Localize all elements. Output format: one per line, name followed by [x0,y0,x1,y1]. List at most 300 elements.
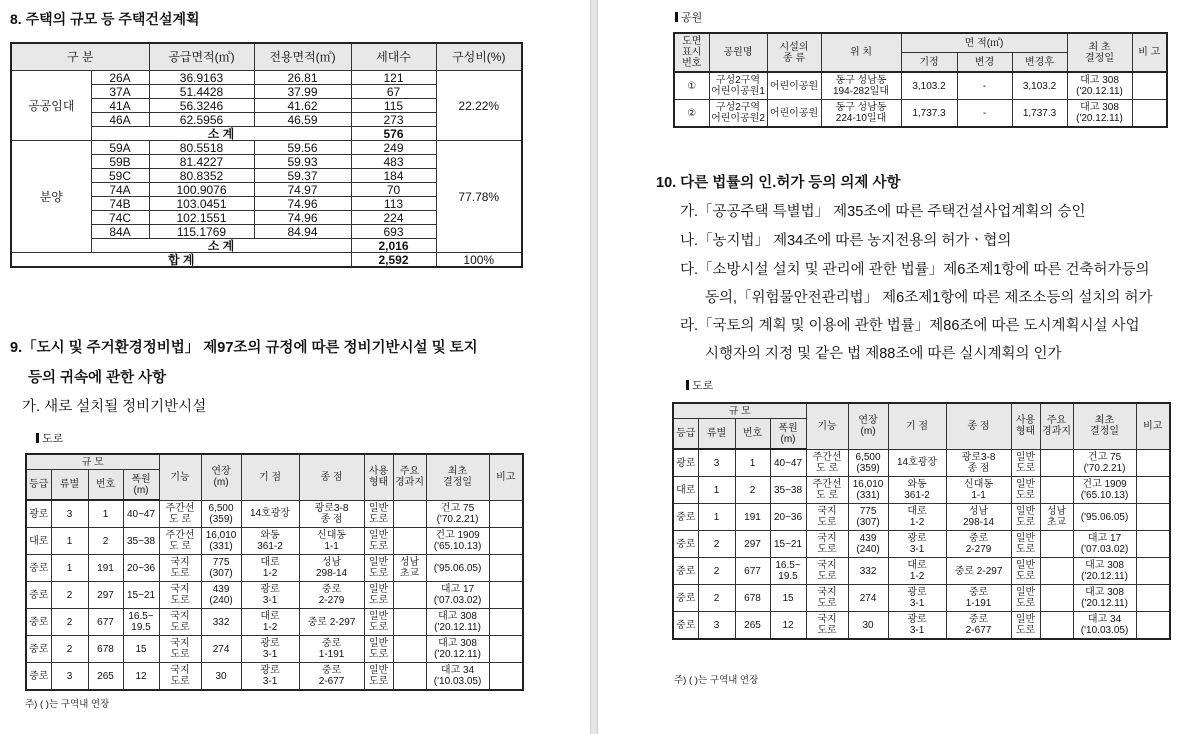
exclusive-area: 26.81 [254,71,351,85]
cell-width: 35~38 [770,477,806,504]
left-page [0,0,590,734]
cell-grade: 중로 [673,585,698,612]
table-row [673,585,1170,612]
road-note-left: 주) ( )는 구역내 연장 [25,699,110,710]
cell-end-point: 신대동 1-1 [299,528,364,555]
table-row [26,663,523,691]
cell-via [393,609,426,636]
table-row [674,72,1167,100]
cell-number: 191 [88,555,123,582]
park-cell-change: - [957,100,1012,128]
header-row [673,403,1170,419]
cell-class: 1 [51,555,88,582]
cell-width: 16.5~ 19.5 [770,558,806,585]
cell-width: 15~21 [770,531,806,558]
road-table-right [672,402,1171,640]
table-row [673,558,1170,585]
subtotal-label: 소 계 [91,127,351,141]
table-row [673,449,1170,477]
header-class: 류별 [51,470,88,501]
cell-number: 677 [735,558,770,585]
unit-type: 37A [91,85,149,99]
table-row [11,71,522,85]
exclusive-area: 84.94 [254,225,351,239]
cell-usage: 일반 도로 [364,500,393,528]
unit-type: 59A [91,141,149,155]
households: 113 [351,197,436,211]
page-gap [590,0,598,734]
header-class: 류별 [698,419,735,450]
subtotal-value: 2,016 [351,239,436,253]
group-name: 공공임대 [11,71,91,141]
table-row [673,531,1170,558]
unit-type: 74C [91,211,149,225]
section-9-title-line1: 9.「도시 및 주거환경정비법」 제97조의 규정에 따른 정비기반시설 및 토지 [10,340,478,356]
header-width: 폭원 (m) [123,470,159,501]
park-header-date: 최 초 결정일 [1067,33,1132,72]
cell-via: 성남 초교 [1040,504,1073,531]
right-page [598,0,1190,734]
cell-via [1040,531,1073,558]
cell-class: 3 [698,449,735,477]
cell-usage: 일반 도로 [364,636,393,663]
cell-decision-date: 건고 1909 ('65.10.13) [426,528,489,555]
supply-area: 80.5518 [149,141,254,155]
cell-remarks [1136,612,1170,640]
cell-length: 332 [201,609,241,636]
cell-number: 678 [88,636,123,663]
cell-start-point: 대로 1-2 [241,609,299,636]
cell-number: 191 [735,504,770,531]
supply-area: 102.1551 [149,211,254,225]
cell-end-point: 중로 2-279 [946,531,1011,558]
total-ratio: 100% [436,253,522,268]
table-row [26,582,523,609]
cell-length: 30 [848,612,888,640]
cell-via [1040,449,1073,477]
cell-class: 1 [51,528,88,555]
total-label: 합 계 [11,253,351,268]
cell-length: 274 [848,585,888,612]
header-category: 구 분 [11,43,149,71]
exclusive-area: 41.62 [254,99,351,113]
cell-number: 265 [735,612,770,640]
cell-number: 265 [88,663,123,691]
section-10-item: 가.「공공주택 특별법」 제35조에 따른 주택건설사업계획의 승인 [680,204,1086,220]
header-row [26,454,523,470]
cell-end-point: 중로 2-677 [946,612,1011,640]
cell-usage: 일반 도로 [1011,558,1040,585]
cell-remarks [489,500,523,528]
cell-start-point: 와동 361-2 [888,477,946,504]
households: 249 [351,141,436,155]
cell-width: 20~36 [770,504,806,531]
cell-grade: 중로 [26,663,51,691]
cell-function: 국지 도로 [159,663,201,691]
park-cell-no: ② [674,100,709,128]
cell-number: 1 [735,449,770,477]
cell-grade: 중로 [673,612,698,640]
header-end-point: 종 점 [299,454,364,500]
park-cell-location: 동구 성남동 194-282일대 [821,72,901,100]
cell-width: 15 [123,636,159,663]
park-header-after: 변경후 [1012,53,1067,73]
cell-function: 주간선 도 로 [159,528,201,555]
supply-area: 80.8352 [149,169,254,183]
cell-via: 성남 초교 [393,555,426,582]
bullet-icon [686,380,689,390]
cell-number: 297 [735,531,770,558]
header-remarks: 비고 [1136,403,1170,449]
cell-start-point: 14호광장 [241,500,299,528]
header-remarks: 비고 [489,454,523,500]
cell-width: 20~36 [123,555,159,582]
exclusive-area: 74.96 [254,197,351,211]
supply-area: 56.3246 [149,99,254,113]
cell-number: 1 [88,500,123,528]
park-table [673,32,1168,128]
cell-via [1040,477,1073,504]
header-ratio: 구성비(%) [436,43,522,71]
park-cell-after: 3,103.2 [1012,72,1067,100]
section-10-item: 다.「소방시설 설치 및 관리에 관한 법률」제6조제1항에 따른 건축허가등의 [680,262,1150,278]
table-row [26,636,523,663]
cell-remarks [1136,531,1170,558]
park-cell-existing: 3,103.2 [901,72,957,100]
cell-class: 1 [698,477,735,504]
cell-decision-date: 대고 308 ('20.12.11) [426,636,489,663]
households: 70 [351,183,436,197]
cell-remarks [489,528,523,555]
cell-decision-date: 대고 308 ('20.12.11) [1073,558,1136,585]
households: 693 [351,225,436,239]
cell-length: 274 [201,636,241,663]
cell-length: 30 [201,663,241,691]
exclusive-area: 46.59 [254,113,351,127]
supply-area: 51.4428 [149,85,254,99]
cell-end-point: 성남 298-14 [299,555,364,582]
households: 67 [351,85,436,99]
bullet-icon [675,12,678,22]
park-cell-remarks [1132,100,1167,128]
road-label [36,430,63,446]
cell-via [1040,612,1073,640]
cell-via [393,663,426,691]
road-label [686,377,713,393]
cell-width: 16.5~ 19.5 [123,609,159,636]
cell-via [1040,585,1073,612]
cell-end-point: 중로 2-297 [946,558,1011,585]
total-value: 2,592 [351,253,436,268]
households: 121 [351,71,436,85]
header-exclusive-area: 전용면적(㎡) [254,43,351,71]
cell-length: 6,500 (359) [201,500,241,528]
unit-type: 41A [91,99,149,113]
households: 184 [351,169,436,183]
cell-start-point: 광로 3-1 [241,636,299,663]
cell-remarks [489,582,523,609]
cell-usage: 일반 도로 [1011,531,1040,558]
cell-decision-date: 대고 308 ('20.12.11) [426,609,489,636]
park-cell-kind: 어린이공원 [767,100,821,128]
bullet-icon [36,433,39,443]
cell-usage: 일반 도로 [1011,612,1040,640]
group-name: 분양 [11,141,91,253]
unit-type: 59B [91,155,149,169]
cell-decision-date: ('95.06.05) [426,555,489,582]
cell-decision-date: 대고 308 ('20.12.11) [1073,585,1136,612]
cell-number: 678 [735,585,770,612]
subtotal-value: 576 [351,127,436,141]
group-ratio: 22.22% [436,71,522,141]
cell-number: 297 [88,582,123,609]
section-10-item-cont: 동의,「위험물안전관리법」 제6조제1항에 따른 제조소등의 설치의 허가 [705,290,1153,306]
cell-class: 3 [51,663,88,691]
cell-usage: 일반 도로 [1011,585,1040,612]
section-10-item: 라.「국토의 계획 및 이용에 관한 법률」제86조에 따른 도시계획시설 사업 [680,318,1140,334]
cell-grade: 광로 [26,500,51,528]
cell-via [393,528,426,555]
table-row [674,100,1167,128]
park-cell-no: ① [674,72,709,100]
park-cell-after: 1,737.3 [1012,100,1067,128]
cell-usage: 일반 도로 [1011,504,1040,531]
cell-width: 40~47 [123,500,159,528]
cell-function: 국지 도로 [806,558,848,585]
cell-function: 국지 도로 [806,504,848,531]
cell-end-point: 중로 1-191 [946,585,1011,612]
cell-class: 3 [51,500,88,528]
supply-area: 103.0451 [149,197,254,211]
housing-plan-table [10,42,523,268]
cell-grade: 중로 [26,609,51,636]
cell-end-point: 중로 2-279 [299,582,364,609]
park-header-kind: 시설의 종 류 [767,33,821,72]
cell-start-point: 대로 1-2 [241,555,299,582]
header-via: 주요 경과지 [393,454,426,500]
cell-via [393,636,426,663]
households: 224 [351,211,436,225]
unit-type: 84A [91,225,149,239]
park-cell-decision-date: 대고 308 ('20.12.11) [1067,100,1132,128]
park-header-existing: 기정 [901,53,957,73]
cell-remarks [1136,585,1170,612]
unit-type: 46A [91,113,149,127]
header-via: 주요 경과지 [1040,403,1073,449]
cell-class: 2 [51,582,88,609]
park-cell-decision-date: 대고 308 ('20.12.11) [1067,72,1132,100]
cell-function: 국지 도로 [159,555,201,582]
header-usage: 사용 형태 [364,454,393,500]
supply-area: 115.1769 [149,225,254,239]
cell-function: 주간선 도 로 [159,500,201,528]
cell-grade: 광로 [673,449,698,477]
park-cell-name: 구성2구역 어린이공원2 [709,100,767,128]
cell-length: 775 (307) [848,504,888,531]
section-10-item: 나.「농지법」 제34조에 따른 농지전용의 허가ㆍ협의 [680,233,1012,249]
cell-start-point: 14호광장 [888,449,946,477]
header-decision-date: 최초 결정일 [1073,403,1136,449]
cell-grade: 중로 [673,531,698,558]
header-supply-area: 공급면적(㎡) [149,43,254,71]
cell-grade: 대로 [673,477,698,504]
header-length: 연장 (m) [201,454,241,500]
cell-start-point: 광로 3-1 [241,663,299,691]
cell-usage: 일반 도로 [364,663,393,691]
header-grade: 등급 [673,419,698,450]
header-start-point: 기 점 [888,403,946,449]
cell-end-point: 광로3-8 종 점 [299,500,364,528]
cell-class: 2 [51,609,88,636]
cell-via [1040,558,1073,585]
cell-remarks [489,636,523,663]
cell-decision-date: 대고 17 ('07.03.02) [1073,531,1136,558]
park-label [675,9,702,25]
exclusive-area: 37.99 [254,85,351,99]
park-cell-location: 동구 성남동 224-10일대 [821,100,901,128]
table-row [673,504,1170,531]
cell-start-point: 광로 3-1 [888,531,946,558]
total-row [11,253,522,268]
table-row [26,609,523,636]
households: 115 [351,99,436,113]
header-function: 기능 [159,454,201,500]
park-cell-existing: 1,737.3 [901,100,957,128]
header-length: 연장 (m) [848,403,888,449]
exclusive-area: 59.56 [254,141,351,155]
cell-via [393,500,426,528]
park-cell-change: - [957,72,1012,100]
cell-function: 국지 도로 [806,585,848,612]
exclusive-area: 74.96 [254,211,351,225]
table-row [673,477,1170,504]
unit-type: 74A [91,183,149,197]
cell-class: 2 [51,636,88,663]
header-number: 번호 [88,470,123,501]
header-decision-date: 최초 결정일 [426,454,489,500]
header-households: 세대수 [351,43,436,71]
cell-end-point: 중로 2-677 [299,663,364,691]
cell-length: 6,500 (359) [848,449,888,477]
cell-end-point: 중로 1-191 [299,636,364,663]
cell-decision-date: ('95.06.05) [1073,504,1136,531]
cell-grade: 중로 [26,555,51,582]
cell-grade: 중로 [673,558,698,585]
cell-width: 15 [770,585,806,612]
supply-area: 100.9076 [149,183,254,197]
households: 273 [351,113,436,127]
road-label-text: 도로 [42,433,64,445]
cell-grade: 중로 [26,636,51,663]
header-usage: 사용 형태 [1011,403,1040,449]
cell-number: 677 [88,609,123,636]
cell-function: 국지 도로 [159,636,201,663]
cell-grade: 중로 [26,582,51,609]
road-label-text: 도로 [692,380,714,392]
supply-area: 36.9163 [149,71,254,85]
road-note-right: 주) ( )는 구역내 연장 [674,675,759,686]
supply-area: 81.4227 [149,155,254,169]
header-function: 기능 [806,403,848,449]
cell-width: 35~38 [123,528,159,555]
cell-width: 40~47 [770,449,806,477]
cell-end-point: 광로3-8 종 점 [946,449,1011,477]
park-cell-kind: 어린이공원 [767,72,821,100]
cell-start-point: 대로 1-2 [888,504,946,531]
cell-function: 주간선 도 로 [806,477,848,504]
cell-remarks [489,609,523,636]
households: 483 [351,155,436,169]
header-scale: 규 모 [26,454,159,470]
cell-usage: 일반 도로 [1011,449,1040,477]
cell-decision-date: 건고 75 ('70.2.21) [426,500,489,528]
park-label-text: 공원 [681,12,703,24]
header-end-point: 종 점 [946,403,1011,449]
cell-decision-date: 건고 1909 ('65.10.13) [1073,477,1136,504]
exclusive-area: 59.37 [254,169,351,183]
table-row [673,612,1170,640]
cell-remarks [489,663,523,691]
cell-start-point: 광로 3-1 [241,582,299,609]
cell-function: 국지 도로 [806,612,848,640]
cell-decision-date: 대고 34 ('10.03.05) [1073,612,1136,640]
cell-function: 국지 도로 [159,609,201,636]
cell-length: 439 (240) [201,582,241,609]
table-row [11,141,522,155]
unit-type: 26A [91,71,149,85]
cell-width: 12 [123,663,159,691]
cell-end-point: 신대동 1-1 [946,477,1011,504]
cell-end-point: 중로 2-297 [299,609,364,636]
cell-class: 2 [698,558,735,585]
cell-remarks [1136,477,1170,504]
cell-class: 1 [698,504,735,531]
cell-usage: 일반 도로 [364,609,393,636]
cell-grade: 대로 [26,528,51,555]
cell-decision-date: 건고 75 ('70.2.21) [1073,449,1136,477]
table-row [26,555,523,582]
header-start-point: 기 점 [241,454,299,500]
header-grade: 등급 [26,470,51,501]
cell-start-point: 대로 1-2 [888,558,946,585]
cell-function: 주간선 도 로 [806,449,848,477]
supply-area: 62.5956 [149,113,254,127]
cell-class: 3 [698,612,735,640]
section-9-title-line2: 등의 귀속에 관한 사항 [28,370,167,386]
cell-start-point: 광로 3-1 [888,585,946,612]
cell-via [393,582,426,609]
header-scale: 규 모 [673,403,806,419]
exclusive-area: 59.93 [254,155,351,169]
cell-start-point: 와동 361-2 [241,528,299,555]
cell-number: 2 [88,528,123,555]
cell-grade: 중로 [673,504,698,531]
park-header-change: 변경 [957,53,1012,73]
subtotal-label: 소 계 [91,239,351,253]
cell-length: 16,010 (331) [848,477,888,504]
park-cell-remarks [1132,72,1167,100]
cell-usage: 일반 도로 [1011,477,1040,504]
road-table-left [25,453,524,691]
cell-remarks [1136,558,1170,585]
cell-class: 2 [698,585,735,612]
cell-length: 332 [848,558,888,585]
header-width: 폭원 (m) [770,419,806,450]
header-number: 번호 [735,419,770,450]
unit-type: 74B [91,197,149,211]
cell-function: 국지 도로 [159,582,201,609]
cell-length: 775 (307) [201,555,241,582]
